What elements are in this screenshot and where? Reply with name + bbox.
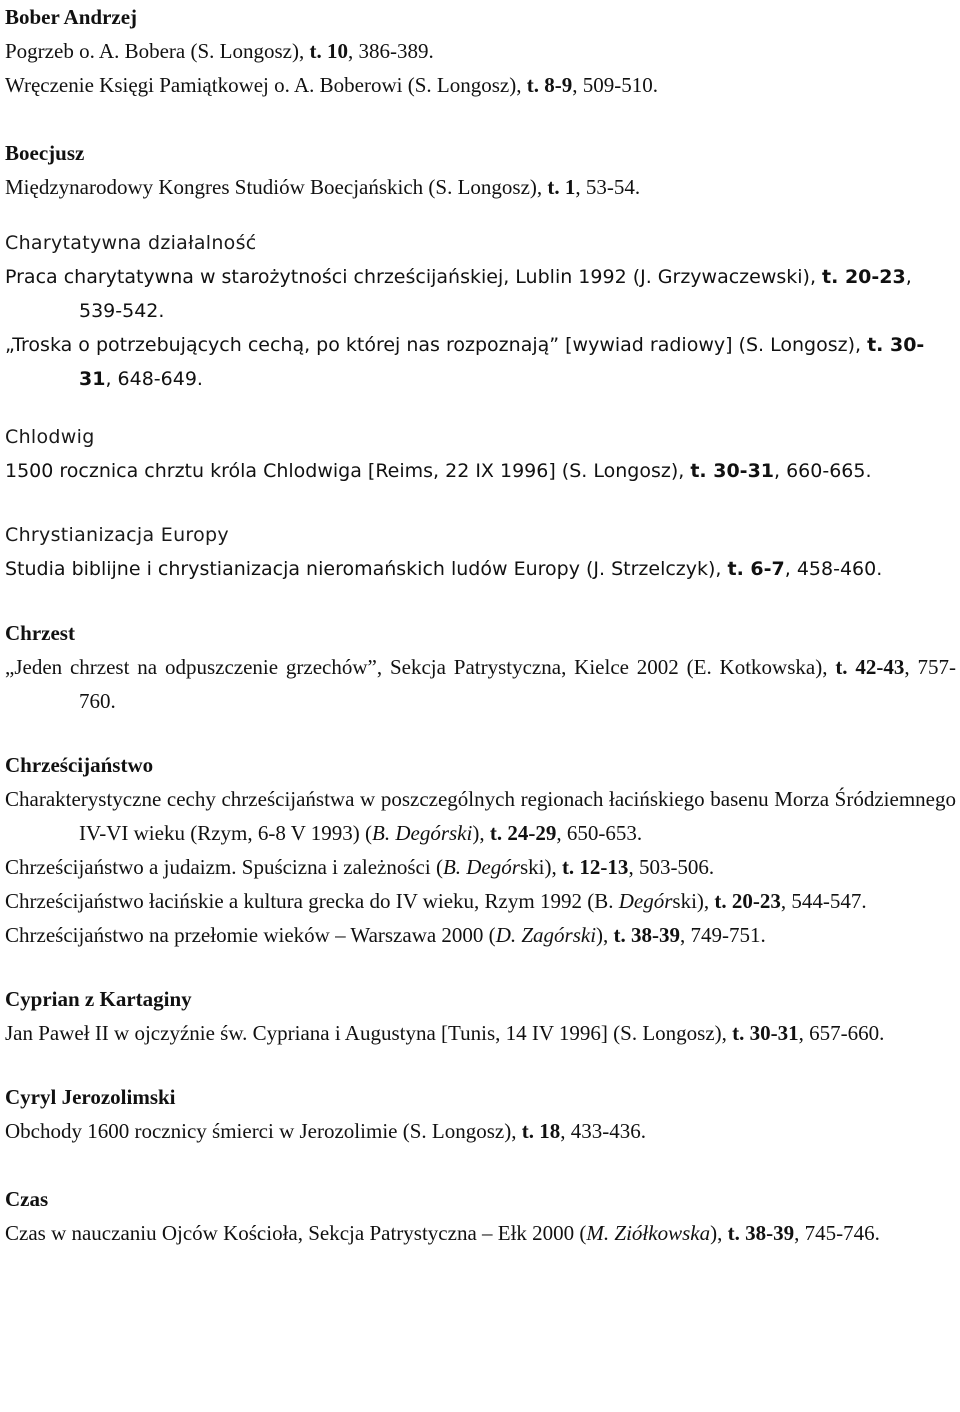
index-section	[5, 518, 956, 586]
section-heading: Boecjusz	[5, 141, 85, 165]
index-entry: Chrześcijaństwo a judaizm. Spuścizna i zależności (B. Degórski), t. 12-13, 503-506.	[5, 855, 715, 879]
index-entry: Obchody 1600 rocznicy śmierci w Jerozolimie (S. Longosz), t. 18, 433-436.	[5, 1119, 646, 1143]
index-entry: Studia biblijne i chrystianizacja nieromańskich ludów Europy (J. Strzelczyk), t. 6-7, 458-460.	[5, 558, 883, 580]
index-entry: Wręczenie Księgi Pamiątkowej o. A. Boberowi (S. Longosz), t. 8-9, 509-510.	[5, 73, 658, 97]
index-entry: Jan Paweł II w ojczyźnie św. Cypriana i Augustyna [Tunis, 14 IV 1996] (S. Longosz), t. 30-31, 657-660.	[5, 1021, 885, 1045]
index-entry: „Jeden chrzest na odpuszczenie grzechów”, Sekcja Patrystyczna, Kielce 2002 (E. Kotkowska), t. 42-43, 757-760.	[5, 655, 956, 713]
index-entry: „Troska o potrzebujących cechą, po której nas rozpoznają” [wywiad radiowy] (S. Longosz), t. 30-31, 648-649.	[5, 334, 925, 390]
section-heading: Chlodwig	[5, 426, 95, 448]
index-section	[5, 616, 956, 718]
index-entry: Pogrzeb o. A. Bobera (S. Longosz), t. 10, 386-389.	[5, 39, 434, 63]
section-heading: Charytatywna działalność	[5, 232, 257, 254]
index-section	[5, 420, 956, 488]
index-entry: Charakterystyczne cechy chrześcijaństwa w poszczególnych regionach łacińskiego basenu Morza Śródziemnego IV-VI wieku (Rzym, 6-8 V 1993) (B. Degórski), t. 24-29, 650-653.	[5, 787, 956, 845]
index-section	[5, 226, 956, 396]
section-heading: Czas	[5, 1187, 49, 1211]
index-section	[5, 0, 956, 102]
index-section	[5, 748, 956, 952]
index-section	[5, 1080, 956, 1148]
index-entry: Praca charytatywna w starożytności chrześcijańskiej, Lublin 1992 (J. Grzywaczewski), t. 20-23, 539-542.	[5, 266, 912, 322]
section-heading: Bober Andrzej	[5, 5, 138, 29]
index-entry: Czas w nauczaniu Ojców Kościoła, Sekcja Patrystyczna – Ełk 2000 (M. Ziółkowska), t. 38-39, 745-746.	[5, 1221, 880, 1245]
index-section	[5, 1182, 956, 1250]
section-heading: Cyryl Jerozolimski	[5, 1085, 176, 1109]
index-section	[5, 136, 956, 204]
index-entry: Chrześcijaństwo na przełomie wieków – Warszawa 2000 (D. Zagórski), t. 38-39, 749-751.	[5, 923, 766, 947]
index-entry: 1500 rocznica chrztu króla Chlodwiga [Reims, 22 IX 1996] (S. Longosz), t. 30-31, 660-665.	[5, 460, 872, 482]
index-entry: Międzynarodowy Kongres Studiów Boecjańskich (S. Longosz), t. 1, 53-54.	[5, 175, 641, 199]
index-section	[5, 982, 956, 1050]
section-heading: Chrześcijaństwo	[5, 753, 154, 777]
section-heading: Chrzest	[5, 621, 75, 645]
section-heading: Chrystianizacja Europy	[5, 524, 229, 546]
index-entry: Chrześcijaństwo łacińskie a kultura grecka do IV wieku, Rzym 1992 (B. Degórski), t. 20-23, 544-547.	[5, 889, 867, 913]
section-heading: Cyprian z Kartaginy	[5, 987, 192, 1011]
